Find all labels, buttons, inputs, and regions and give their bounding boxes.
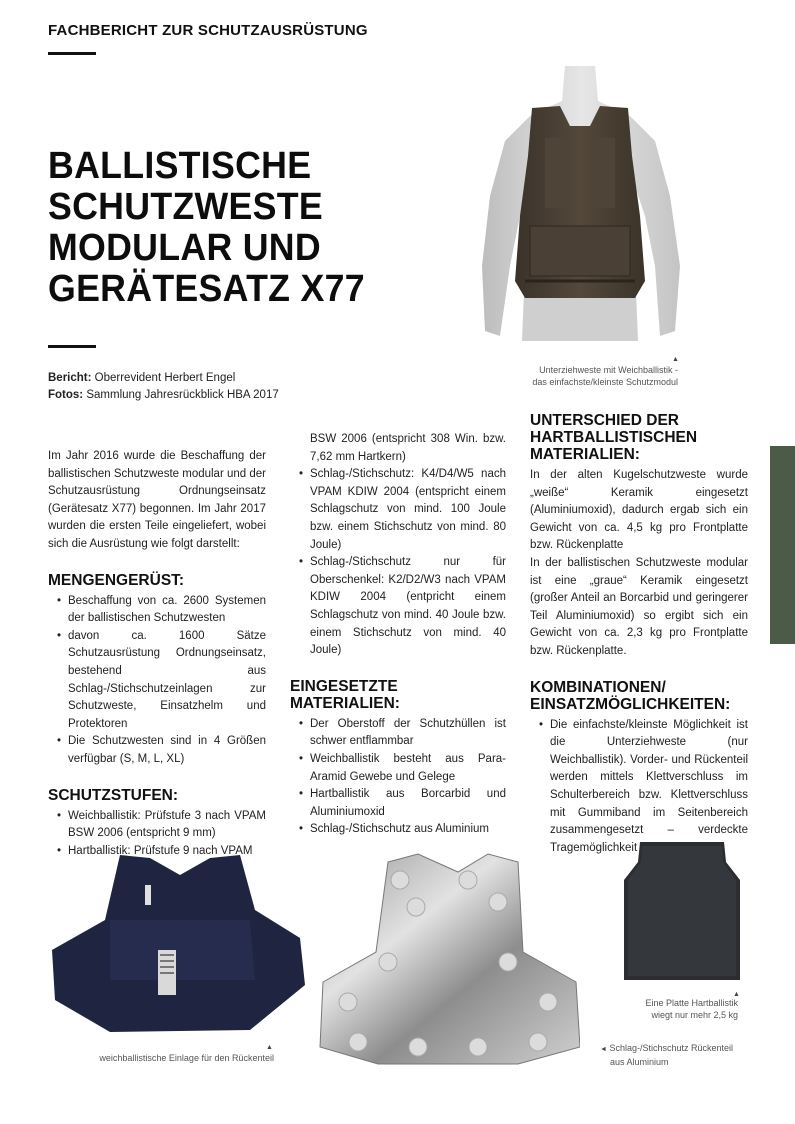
continuation-text: BSW 2006 (entspricht 308 Win. bzw. 7,62 mm Hartkern) — [310, 433, 506, 463]
title-line-1: BALLISTISCHE — [48, 145, 312, 187]
title-line-3: MODULAR UND — [48, 227, 321, 269]
column-1 — [48, 448, 266, 860]
unterschied-heading: UNTERSCHIED DER HARTBALLISTISCHEN MATERIALIEN: — [530, 412, 698, 463]
kombinationen-heading: KOMBINATIONEN/ EINSATZMÖGLICHKEITEN: — [530, 678, 731, 713]
hard-plate-caption-line-1: Eine Platte Hartballistik — [645, 998, 738, 1008]
top-vest-caption-line-1: Unterziehweste mit Weichballistik - — [539, 365, 678, 375]
materialien-heading: EINGESETZTE MATERIALIEN: — [290, 677, 400, 712]
list-item: • Schlag-/Stichschutz: K4/D4/W5 nach VPAM KDIW 2004 (entspricht einem Schlagschutz von mind. 100 Joule bzw. einem Stichschutz von mind. 80 Joule) — [290, 466, 506, 554]
schutzstufen-heading: SCHUTZSTUFEN: — [48, 786, 179, 804]
photo-source: Sammlung Jahresrückblick HBA 2017 — [86, 389, 279, 401]
stab-caption-line-1-text: Schlag-/Stichschutz Rückenteil — [609, 1043, 734, 1053]
unterschied-paragraph-1: In der alten Kugelschutzweste wurde „weiße“ Keramik eingesetzt (Aluminiumoxid), dadurch ergab sich ein Gewicht von ca. 4,5 kg pro Frontplatte bzw. Rückenplatte — [530, 469, 748, 552]
soft-insert-caption: weichballistische Einlage für den Rückenteil — [99, 1053, 274, 1063]
photo-credit — [48, 387, 279, 404]
top-vest-caption-marker: ▲ — [672, 356, 679, 363]
column-3 — [530, 412, 748, 857]
list-item: • Die einfachste/kleinste Möglichkeit ist die Unterziehweste (nur Weichballistik). Vorder- und Rückenteil werden mittels Klettverschluss im Schulterbereich bzw. Klettverschluss mit Gummiband im Seitenbereich zusammengesetzt – verdeckte Tragemöglichkeit — [530, 717, 748, 858]
report-credit — [48, 370, 279, 387]
top-vest-caption-line-2: das einfachste/kleinste Schutzmodul — [532, 377, 678, 387]
list-item: • Schlag-/Stichschutz nur für Oberschenkel: K2/D2/W3 nach VPAM KDIW 2004 (entpricht einem Schlagschutz von mind. 40 Joule bzw. einem Stichschutz von mind. 40 Joule) — [290, 554, 506, 660]
list-item: • Der Oberstoff der Schutzhüllen ist schwer entflammbar — [290, 716, 506, 751]
hard-plate-caption-line-2: wiegt nur mehr 2,5 kg — [651, 1010, 738, 1020]
stab-caption-marker: ◄ — [600, 1046, 607, 1053]
hard-plate-caption — [620, 997, 738, 1021]
title-line-4: GERÄTESATZ X77 — [48, 268, 365, 310]
list-item: • Hartballistik: Prüfstufe 9 nach VPAM — [48, 843, 266, 861]
materialien-list — [290, 716, 506, 839]
list-item: • Hartballistik aus Borcarbid und Aluminiumoxid — [290, 786, 506, 821]
soft-insert-caption-marker: ▲ — [266, 1044, 273, 1051]
title-rule — [48, 345, 96, 348]
page-title — [48, 146, 424, 310]
stab-caption-line-2: aus Aluminium — [610, 1057, 669, 1067]
report-label: Bericht: — [48, 372, 92, 384]
list-item: • Die Schutzwesten sind in 4 Größen verfügbar (S, M, L, XL) — [48, 733, 266, 768]
mengen-list — [48, 593, 266, 769]
photo-label: Fotos: — [48, 389, 84, 401]
mengen-heading: MENGENGERÜST: — [48, 571, 185, 589]
section-kicker: FACHBERICHT ZUR SCHUTZAUSRÜSTUNG — [48, 22, 368, 39]
schutzstufen-list-continued — [290, 466, 506, 660]
soft-insert-photo — [50, 850, 310, 1035]
column-2 — [290, 431, 506, 839]
top-vest-caption — [528, 364, 678, 388]
aluminium-plate-photo — [318, 852, 580, 1067]
unterschied-paragraph-2: In der ballistischen Schutzweste modular ist eine „graue“ Keramik eingesetzt (großer Anteil an Borcarbid und geringerer Teil Aluminiumoxid) so ergibt sich ein Gewicht von ca. 2,3 kg pro Frontplatte bzw. Rückenplatte. — [530, 556, 748, 657]
credits — [48, 370, 279, 404]
list-item: • davon ca. 1600 Sätze Schutzausrüstung Ordnungseinsatz, bestehend aus Schlag-/Stichschutzeinlagen zur Schutzweste, Einsatzhelm und Protektoren — [48, 628, 266, 734]
list-item: • Schlag-/Stichschutz aus Aluminium — [290, 821, 506, 839]
hard-plate-photo — [622, 840, 742, 985]
list-item: • Beschaffung von ca. 2600 Systemen der ballistischen Schutzwesten — [48, 593, 266, 628]
kicker-rule — [48, 52, 96, 55]
stab-caption — [600, 1042, 733, 1068]
intro-paragraph: Im Jahr 2016 wurde die Beschaffung der ballistischen Schutzweste modular und der Schutzausrüstung Ordnungseinsatz (Gerätesatz X77) begonnen. Im Jahr 2017 wurden die ersten Teile eingeliefert, wobei sich die Ausrüstung wie folgt darstellt: — [48, 450, 266, 550]
list-item: • Weichballistik besteht aus Para-Aramid Gewebe und Gelege — [290, 751, 506, 786]
title-line-2: SCHUTZWESTE — [48, 186, 323, 228]
list-item: • Weichballistik: Prüfstufe 3 nach VPAM BSW 2006 (entspricht 9 mm) — [48, 808, 266, 843]
section-tab — [770, 446, 795, 644]
hard-plate-caption-marker: ▲ — [733, 991, 740, 998]
report-author: Oberrevident Herbert Engel — [94, 372, 236, 384]
stab-caption-line-1 — [600, 1042, 733, 1056]
vest-photo-top — [470, 66, 690, 346]
kombinationen-list — [530, 717, 748, 858]
